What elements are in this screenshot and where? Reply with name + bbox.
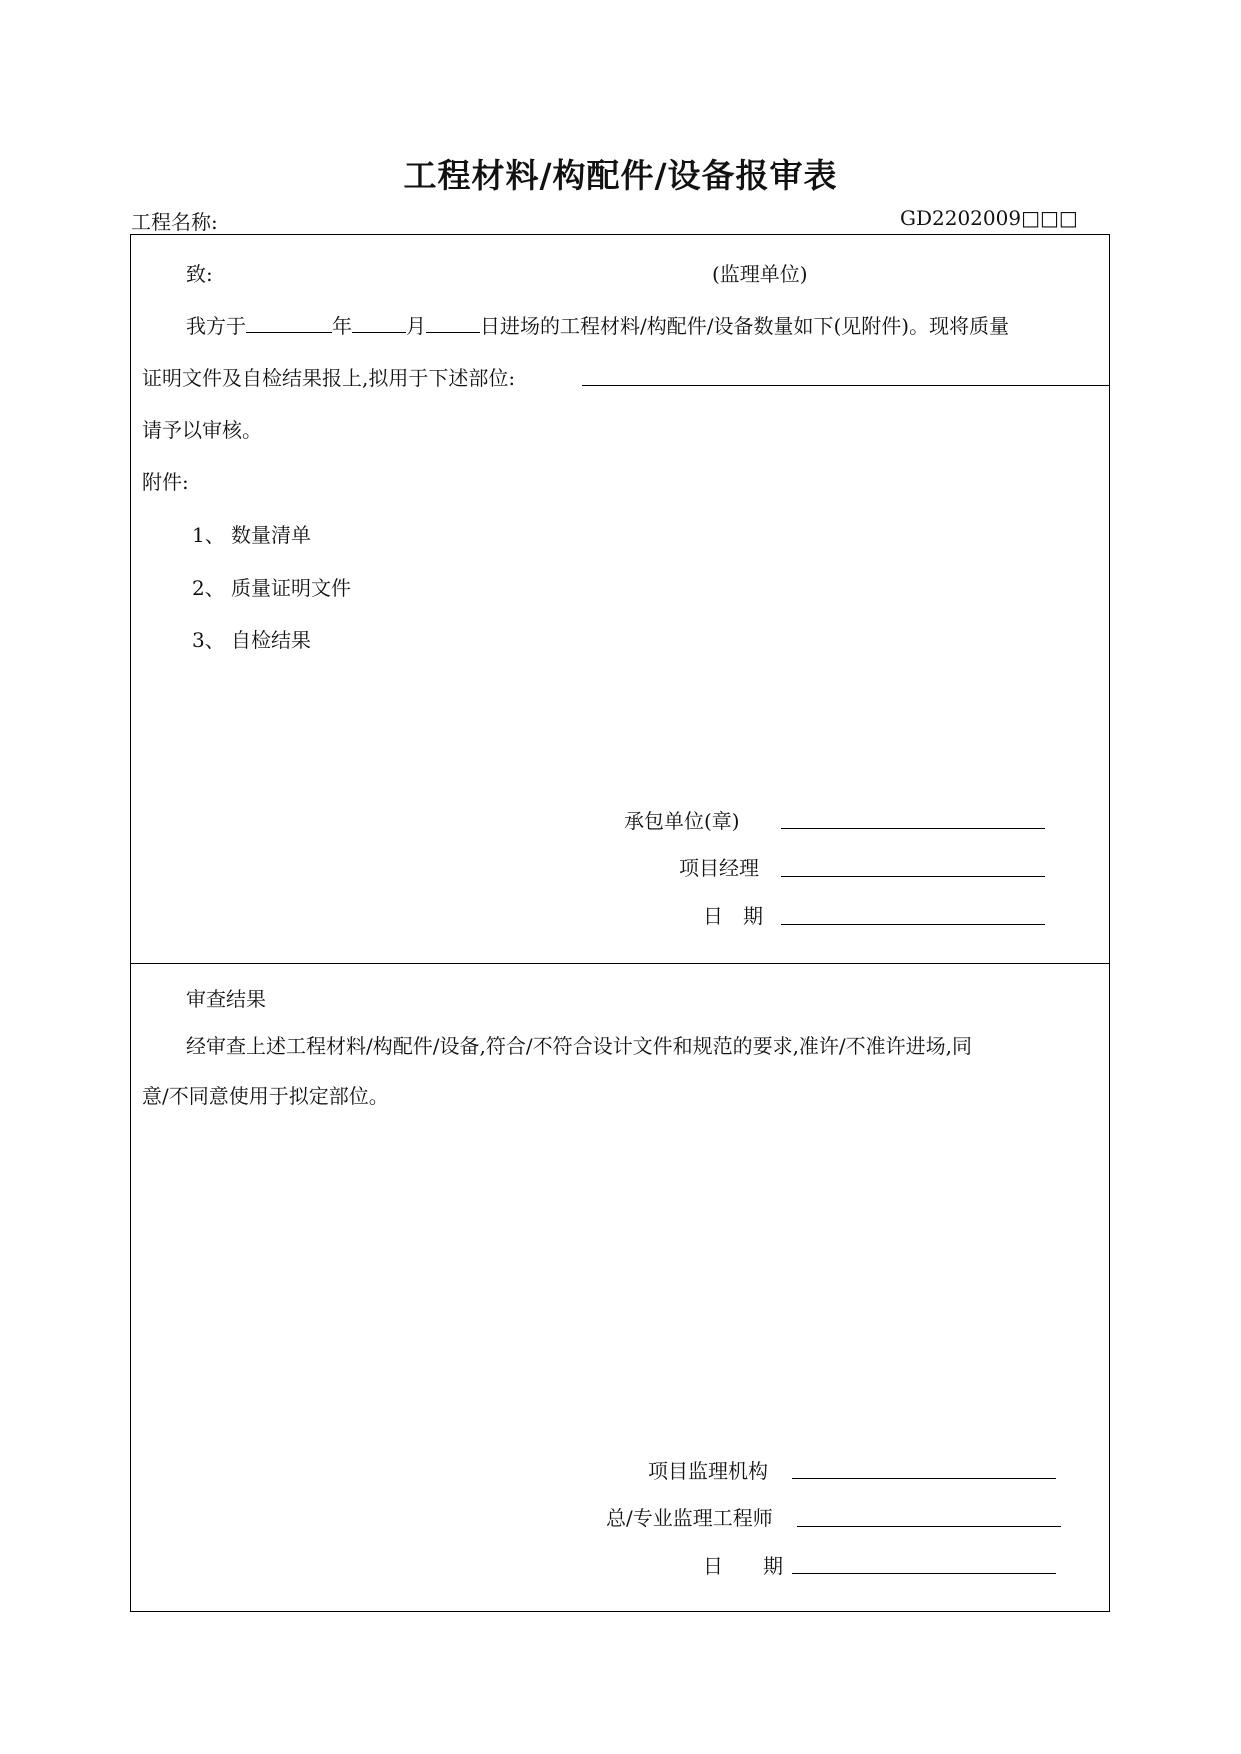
supervising-engineer-label: 总/专业监理工程师 bbox=[606, 1506, 773, 1530]
month-label: 月 bbox=[406, 314, 426, 338]
date-label: 日 期 bbox=[703, 904, 763, 928]
form-code: GD2202009□□□ bbox=[900, 206, 1078, 230]
review-date-label: 日 期 bbox=[703, 1554, 783, 1578]
submission-line-2: 证明文件及自检结果报上,拟用于下述部位: bbox=[142, 366, 516, 390]
attachments-label: 附件: bbox=[142, 470, 189, 494]
attachment-num: 3、 bbox=[192, 628, 225, 652]
review-line-1: 经审查上述工程材料/构配件/设备,符合/不符合设计文件和规范的要求,准许/不准许进场,同 bbox=[186, 1034, 973, 1058]
supervisor-unit: (监理单位) bbox=[712, 262, 808, 286]
engineer-signature-line[interactable] bbox=[797, 1526, 1061, 1527]
year-label: 年 bbox=[332, 314, 352, 338]
attachment-num: 2、 bbox=[192, 576, 225, 600]
submission-line-1 bbox=[186, 310, 1009, 339]
review-label: 审查结果 bbox=[186, 987, 266, 1011]
form-frame bbox=[130, 234, 1110, 1612]
date-signature-line[interactable] bbox=[781, 924, 1045, 925]
attachment-item: 自检结果 bbox=[231, 628, 311, 652]
year-blank[interactable] bbox=[246, 312, 332, 333]
attachment-item: 质量证明文件 bbox=[231, 576, 351, 600]
attachment-num: 1、 bbox=[192, 523, 225, 547]
project-name-label: 工程名称: bbox=[131, 210, 218, 234]
contractor-label: 承包单位(章) bbox=[624, 809, 740, 833]
project-manager-signature-line[interactable] bbox=[781, 876, 1045, 877]
review-date-line[interactable] bbox=[792, 1573, 1056, 1574]
location-blank[interactable] bbox=[582, 385, 1110, 386]
to-label: 致: bbox=[186, 262, 213, 286]
section-divider bbox=[130, 963, 1110, 964]
contractor-signature-line[interactable] bbox=[781, 828, 1045, 829]
attachment-item: 数量清单 bbox=[231, 523, 311, 547]
project-manager-label: 项目经理 bbox=[679, 856, 759, 880]
page-title: 工程材料/构配件/设备报审表 bbox=[403, 156, 838, 195]
submission-line-3: 请予以审核。 bbox=[142, 418, 262, 442]
agency-signature-line[interactable] bbox=[792, 1478, 1056, 1479]
review-line-2: 意/不同意使用于拟定部位。 bbox=[142, 1084, 389, 1108]
line1-prefix: 我方于 bbox=[186, 314, 246, 338]
month-blank[interactable] bbox=[352, 312, 406, 333]
supervision-agency-label: 项目监理机构 bbox=[648, 1459, 768, 1483]
line1-suffix: 日进场的工程材料/构配件/设备数量如下(见附件)。现将质量 bbox=[480, 314, 1010, 338]
day-blank[interactable] bbox=[426, 312, 480, 333]
